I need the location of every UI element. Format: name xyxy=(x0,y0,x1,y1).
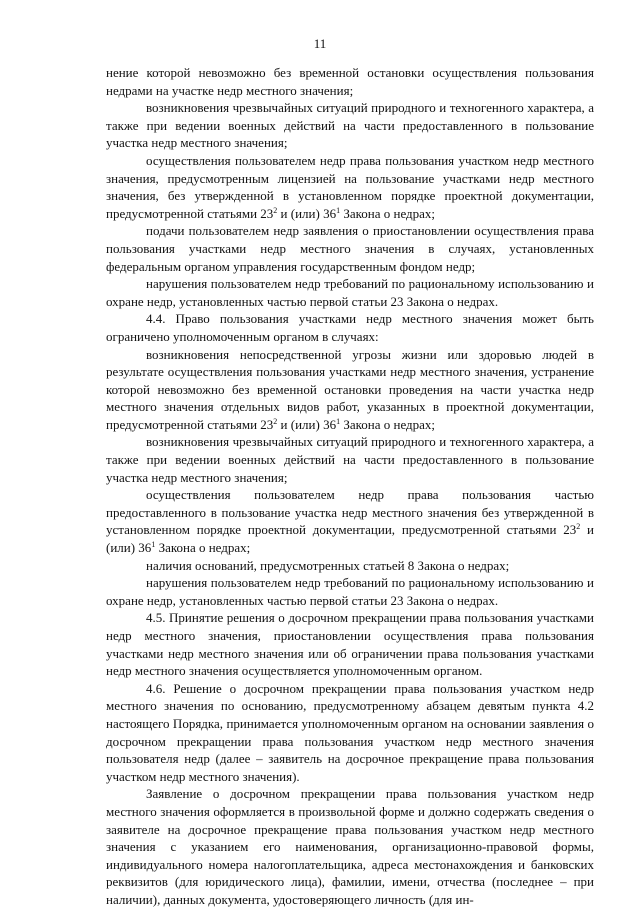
page-number: 11 xyxy=(313,36,327,51)
paragraph: наличия оснований, предусмотренных статьей 8 Закона о недрах; xyxy=(146,557,510,573)
paragraph: возникновения чрезвычайных ситуаций природного и техногенного характера, а также при ведении военных действий на части предоставленного в пользование участка недр местного значения; xyxy=(106,100,594,151)
paragraph: нарушения пользователем недр требований по рациональному использованию и охране недр, установленных частью первой статьи 23 Закона о недрах. xyxy=(106,276,594,309)
paragraph: подачи пользователем недр заявления о приостановлении осуществления права пользования участками недр местного значения в случаях, установленных федеральным органом управления государственным фондом недр; xyxy=(106,223,594,274)
paragraph: Заявление о досрочном прекращении права пользования участком недр местного значения оформляется в произвольной форме и должно содержать сведения о заявителе на досрочное прекращение права пользования участком недр местного значения с указанием его наименования, организационно-правовой формы, индивидуального номера налогоплательщика, адреса местонахождения и банковских реквизитов (для юридического лица), фамилии, имени, отчества (последнее – при наличии), данных документа, удостоверяющего личность (для ин- xyxy=(106,786,594,907)
paragraph: 4.4. Право пользования участками недр местного значения может быть ограничено уполномоченным органом в случаях: xyxy=(106,311,594,344)
paragraph: нарушения пользователем недр требований по рациональному использованию и охране недр, установленных частью первой статьи 23 Закона о недрах. xyxy=(106,575,594,608)
paragraph: осуществления пользователем недр права пользования участком недр местного значения, предусмотренным лицензией на пользование участками недр местного значения, без утвержденной в установленном порядке проектной документации, предусмотренной статьями $23^2$ и (или) $36^1$ Закона о недрах; xyxy=(106,152,594,221)
paragraph: нение которой невозможно без временной остановки осуществления пользования недрами на участке недр местного значения; xyxy=(106,65,594,98)
paragraph: 4.6. Решение о досрочном прекращении права пользования участком недр местного значения по основанию, предусмотренному абзацем девятым пункта 4.2 настоящего Порядка, принимается уполномоченным органом на основании заявления о досрочном прекращении права пользования участком недр местного значения пользователя недр (далее – заявитель на досрочное прекращение права пользования участком недр местного значения). xyxy=(106,680,594,784)
document-body xyxy=(106,64,594,909)
paragraph: осуществления пользователем недр права пользования частью предоставленного в пользование участка недр местного значения без утвержденной в установленном порядке проектной документации, предусмотренной статьями $23^2$ и (или) $36^1$ Закона о недрах; xyxy=(106,487,594,556)
paragraph: возникновения непосредственной угрозы жизни или здоровью людей в результате осуществления пользования участками недр местного значения, устранение которой невозможно без временной остановки проведения на части участка недр местного значения отдельных видов работ, указанных в проектной документации, предусмотренной статьями $23^2$ и (или) $36^1$ Закона о недрах; xyxy=(106,346,594,432)
paragraph: 4.5. Принятие решения о досрочном прекращении права пользования участками недр местного значения, приостановлении осуществления права пользования участками недр местного значения или об ограничении права пользования участками недр местного значения осуществляется уполномоченным органом. xyxy=(106,610,594,679)
paragraph: возникновения чрезвычайных ситуаций природного и техногенного характера, а также при ведении военных действий на части предоставленного в пользование участка недр местного значения; xyxy=(106,434,594,485)
